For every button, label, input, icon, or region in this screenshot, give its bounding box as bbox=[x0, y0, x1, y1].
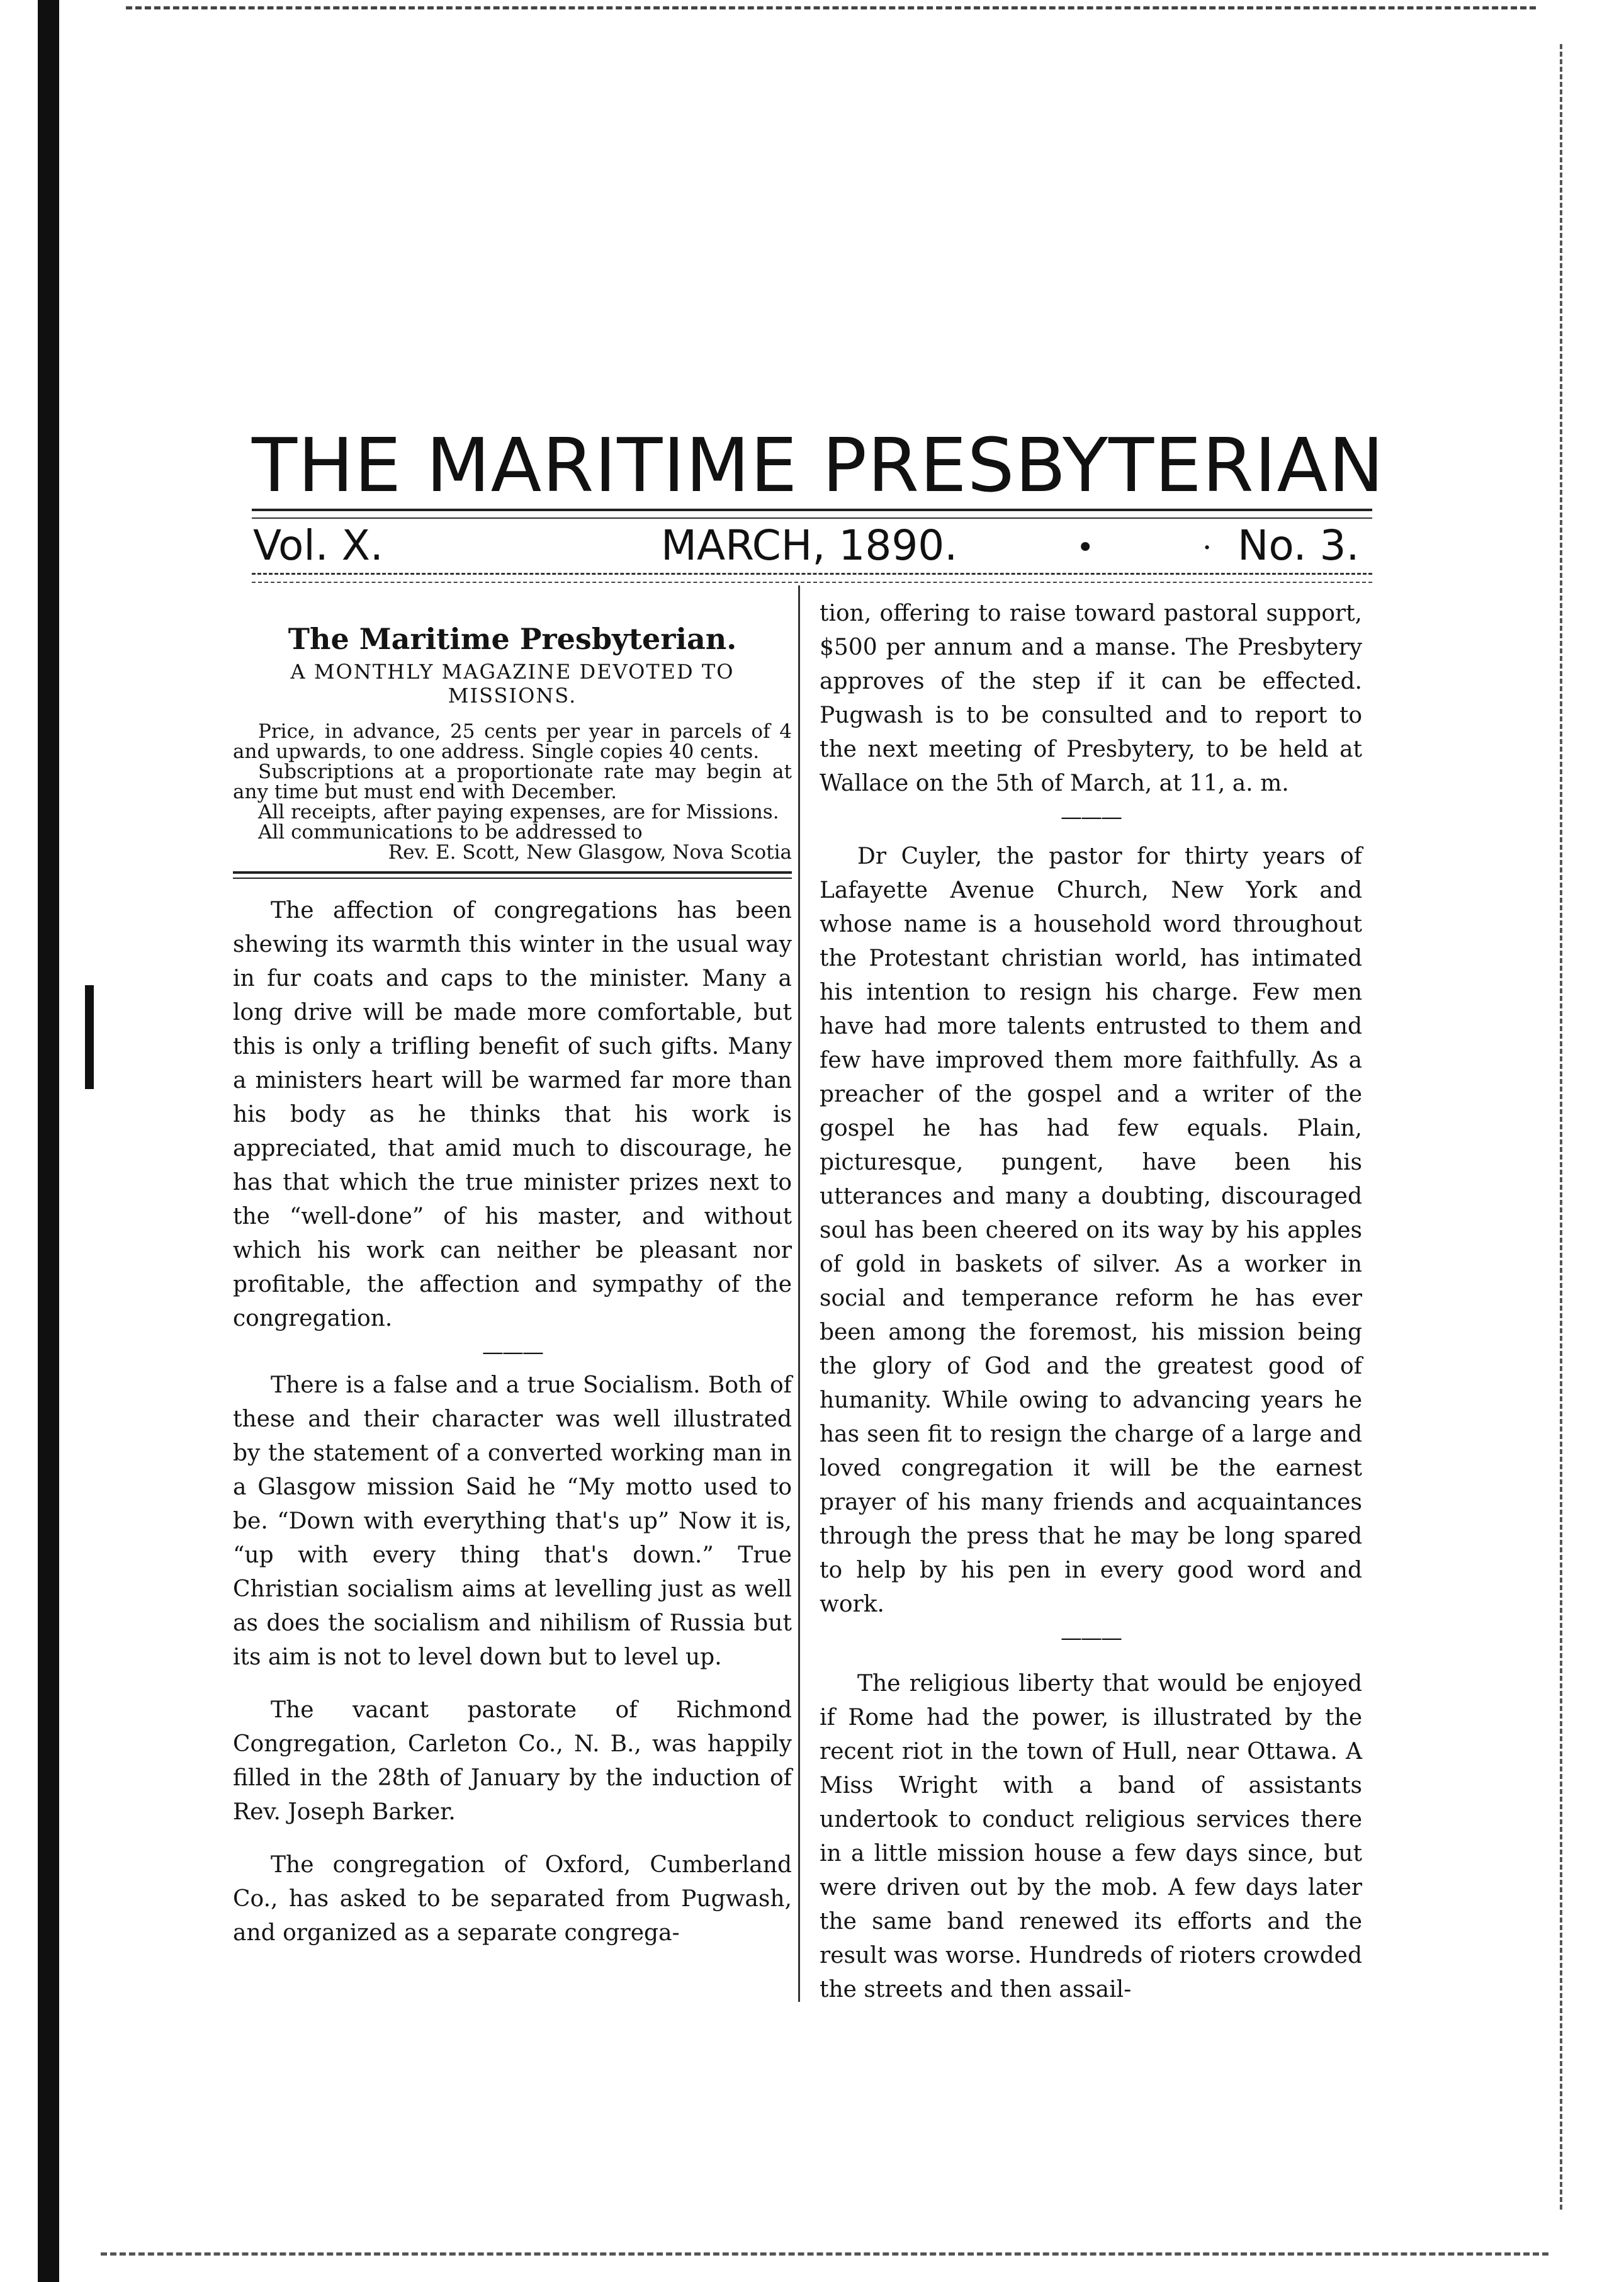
article-cuyler: Dr Cuyler, the pastor for thirty years of Lafayette Avenue Church, New York and whose name is a household word throughout the Protestant christian world, has intimated his intention to resign his charge. Few men have had more talents entrusted to them and few have improved them more faithfully. As a preacher of the gospel and a writer of the gospel he has had few equals. Plain, picturesque, pungent, have been his utterances and many a doubting, discouraged soul has been cheered on its way by his apples of gold in baskets of silver. As a worker in social and temperance reform he has ever been among the foremost, his mission being the glory of God and the greatest good of humanity. While owing to advancing years he has seen fit to resign the charge of a large and loved congregation it will be the earnest prayer of his many friends and acquaintances through the press that he may be long spared to help by his pen in every good word and work. bbox=[820, 844, 1362, 1617]
terms-subscriptions: Subscriptions at a proportionate rate may begin at any time but must end with December. bbox=[233, 760, 792, 803]
masthead-rule-bottom-thin bbox=[252, 582, 1372, 583]
scan-edge-top bbox=[126, 6, 1536, 9]
magazine-subtitle: A MONTHLY MAGAZINE DEVOTED TO MISSIONS. bbox=[290, 660, 735, 708]
terms-price: Price, in advance, 25 cents per year in parcels of 4 and upwards, to one address. Single copies 40 cents. bbox=[233, 720, 792, 763]
section-double-rule bbox=[233, 871, 792, 879]
article-fur-coats: The affection of congregations has been shewing its warmth this winter in the usual way in fur coats and caps to the minister. Many a long drive will be made more comfortable, but this is only a trifling benefit of such gifts. Many a ministers heart will be warmed far more than his body as he thinks that his work is appreciated, that amid much to discourage, he has that which the true minister prizes next to the “well-done” of his master, and without which his work can neither be pleasant nor profitable, the affection and sympathy of the congregation. bbox=[233, 898, 792, 1331]
volume-label: Vol. X. bbox=[253, 521, 383, 570]
article-oxford-continued: tion, offering to raise toward pastoral support, $500 per annum and a manse. The Presbytery approves of the step if it can be effected. Pugwash is to be consulted and to report to the next meeting of Presbytery, to be held at Wallace on the 5th of March, at 11, a. m. bbox=[820, 601, 1362, 796]
ornament-dot-small: · bbox=[1202, 530, 1212, 565]
issue-number: No. 3. bbox=[1238, 521, 1360, 570]
masthead-rule-top bbox=[252, 509, 1372, 511]
ornament-dot: • bbox=[1076, 530, 1095, 565]
article-socialism: There is a false and a true Socialism. Both of these and their character was well illustrated by the statement of a converted working man in a Glasgow mission Said he “My motto used to be. “Down with everything that's up” Now it is, “up with every thing that's down.” True Christian socialism aims at levelling just as well as does the socialism and nihilism of Russia but its aim is not to level down but to level up. bbox=[233, 1372, 792, 1670]
right-column bbox=[820, 597, 1362, 2007]
scan-mark-left bbox=[85, 985, 94, 1089]
article-hull-riot: The religious liberty that would be enjoyed if Rome had the power, is illustrated by the recent riot in the town of Hull, near Ottawa. A Miss Wright with a band of assistants undertook to conduct religious services there in a little mission house a few days since, but were driven out by the mob. A few days later the same band renewed its efforts and the result was worse. Hundreds of rioters crowded the streets and then assail- bbox=[820, 1671, 1362, 2002]
masthead-blackletter-heading: The Maritime Presbyterian. bbox=[288, 622, 737, 656]
left-column bbox=[233, 617, 792, 1950]
masthead-rule-bottom bbox=[252, 573, 1372, 575]
scan-edge-right bbox=[1560, 44, 1566, 2210]
issue-date: MARCH, 1890. bbox=[661, 521, 958, 570]
terms-communications: All communications to be addressed to bbox=[258, 821, 643, 844]
column-divider bbox=[798, 585, 800, 2002]
article-separator: ——— bbox=[1061, 805, 1121, 830]
terms-receipts: All receipts, after paying expenses, are for Missions. bbox=[258, 801, 779, 823]
masthead-rule-top-thin bbox=[252, 517, 1372, 519]
editor-address: Rev. E. Scott, New Glasgow, Nova Scotia bbox=[388, 841, 792, 864]
article-richmond: The vacant pastorate of Richmond Congregation, Carleton Co., N. B., was happily filled in the 28th of January by the induction of Rev. Joseph Barker. bbox=[233, 1697, 792, 1825]
article-separator: ——— bbox=[1061, 1625, 1121, 1651]
article-oxford: The congregation of Oxford, Cumberland Co., has asked to be separated from Pugwash, and organized as a separate congrega- bbox=[233, 1852, 792, 1946]
scan-edge-bottom bbox=[101, 2252, 1548, 2256]
masthead-title: THE MARITIME PRESBYTERIAN bbox=[252, 422, 1385, 509]
article-separator: ——— bbox=[482, 1340, 543, 1365]
scan-edge-left bbox=[38, 0, 59, 2282]
